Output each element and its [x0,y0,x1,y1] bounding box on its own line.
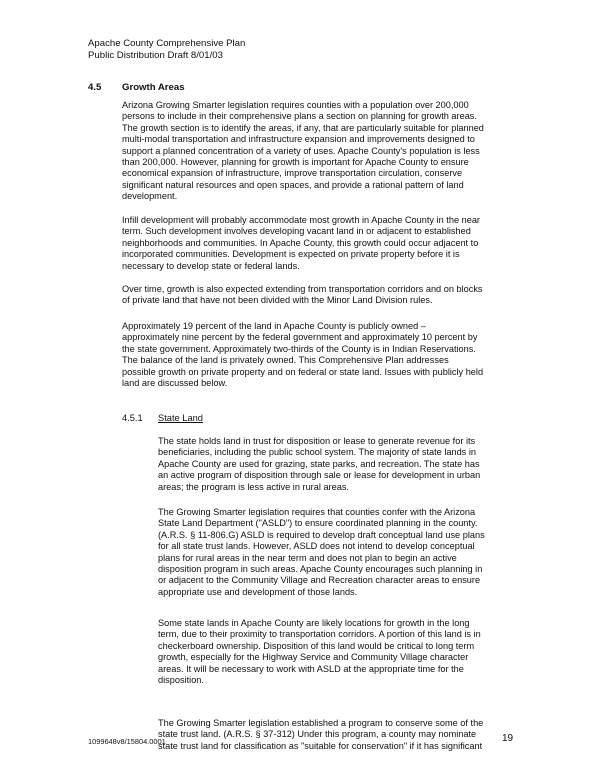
text-line: appropriate use and development of those lands. [158,586,358,597]
text-line: Arizona Growing Smarter legislation requires counties with a population over 200,000 [122,100,469,110]
footer-doc-id: 1099648v8/15804.0001 [88,737,166,746]
text-line: development. [122,191,178,202]
body-paragraph [122,215,514,272]
text-line: necessary to develop state or federal lands. [122,260,300,271]
text-line: areas. It will be necessary to work with ASLD at the appropriate time for the [158,663,464,674]
text-line: term, due to their proximity to transportation corridors. A portion of this land is in [158,629,481,640]
text-line: or adjacent to the Community Village and Recreation character areas to ensure [158,575,481,586]
text-line: disposition. [158,675,204,686]
section-title: Growth Areas [122,82,185,93]
text-line: than 200,000. However, planning for growth is important for Apache County to ensure [122,157,469,168]
text-line: economical expansion of infrastructure, improve transportation circulation, conserve [122,168,463,179]
text-line: an active program of disposition through sale or lease for development in urban [158,470,481,481]
text-line: Over time, growth is also expected extending from transportation corridors and on blocks [122,284,483,294]
text-line: significant natural resources and open spaces, and provide a rational pattern of land [122,179,464,190]
header-title: Apache County Comprehensive Plan [88,38,246,49]
text-line: Apache County are used for grazing, state parks, and recreation. The state has [158,458,480,469]
text-line: Approximately 19 percent of the land in Apache County is publicly owned – [122,321,426,331]
text-line: areas; the program is less active in rural areas. [158,481,349,492]
text-line: neighborhoods and communities. In Apache County, this growth could occur adjacent to [122,237,479,248]
text-line: state trust land. (A.R.S. § 37-312) Under this program, a county may nominate [158,729,477,740]
state-land-paragraph [158,436,518,493]
text-line: land are discussed below. [122,378,228,389]
state-land-paragraph [158,618,518,686]
text-line: disposition program in such areas. Apache County encourages such planning in [158,564,483,575]
text-line: The Growing Smarter legislation established a program to conserve some of the [158,718,484,728]
body-paragraph [122,321,514,389]
page-header [88,38,245,61]
text-line: The Growing Smarter legislation requires that counties confer with the Arizona [158,507,476,517]
text-line: multi-modal transportation and infrastructure expansion and improvements designed to [122,134,475,145]
text-line: persons to include in their comprehensive plans a section on planning for growth areas. [122,111,477,122]
text-line: incorporated communities. Development is expected on private property before it is [122,249,460,260]
section-heading [88,82,185,93]
text-line: state trust land for classification as "suitable for conservation" if it has significant [158,740,483,751]
text-line: The state holds land in trust for disposition or lease to generate revenue for its [158,436,476,446]
text-line: beneficiaries, including the public school system. The majority of state lands in [158,447,476,458]
subsection-number: 4.5.1 [122,413,143,423]
text-line: The growth section is to identify the areas, if any, that are particularly suitable for planned [122,122,484,133]
text-line: Infill development will probably accommodate most growth in Apache County in the near [122,215,480,225]
subsection-title: State Land [158,413,203,423]
text-line: checkerboard ownership. Disposition of this land would be critical to long term [158,640,475,651]
text-line: approximately nine percent by the federal government and approximately 10 percent by [122,332,478,343]
section-number: 4.5 [88,82,102,93]
text-line: growth, especially for the Highway Service and Community Village character [158,652,469,663]
subsection-heading [122,413,203,423]
body-paragraph [122,100,514,203]
text-line: support a planned concentration of a variety of uses. Apache County's population is less [122,145,480,156]
text-line: The balance of the land is privately owned. This Comprehensive Plan addresses [122,355,449,366]
text-line: the state government. Approximately two-thirds of the County is in Indian Reservations. [122,343,476,354]
text-line: of private land that have not been divided with the Minor Land Division rules. [122,295,433,306]
state-land-paragraph [158,507,518,598]
text-line: for all state trust lands. However, ASLD does not intend to develop conceptual [158,541,475,552]
text-line: possible growth on private property and on federal or state land. Issues with publicly held [122,366,484,377]
header-draft-date: Public Distribution Draft 8/01/03 [88,49,223,61]
text-line: plans for rural areas in the near term and does not plan to begin an active [158,552,457,563]
page-number: 19 [502,733,514,744]
text-line: term. Such development involves developing vacant land in or adjacent to established [122,226,471,237]
body-paragraph [122,284,514,307]
text-line: (A.R.S. § 11-806.G) ASLD is required to develop draft conceptual land use plans [158,529,485,540]
state-land-paragraph [158,718,518,752]
text-line: Some state lands in Apache County are likely locations for growth in the long [158,618,470,628]
text-line: State Land Department ("ASLD") to ensure coordinated planning in the county. [158,518,478,529]
